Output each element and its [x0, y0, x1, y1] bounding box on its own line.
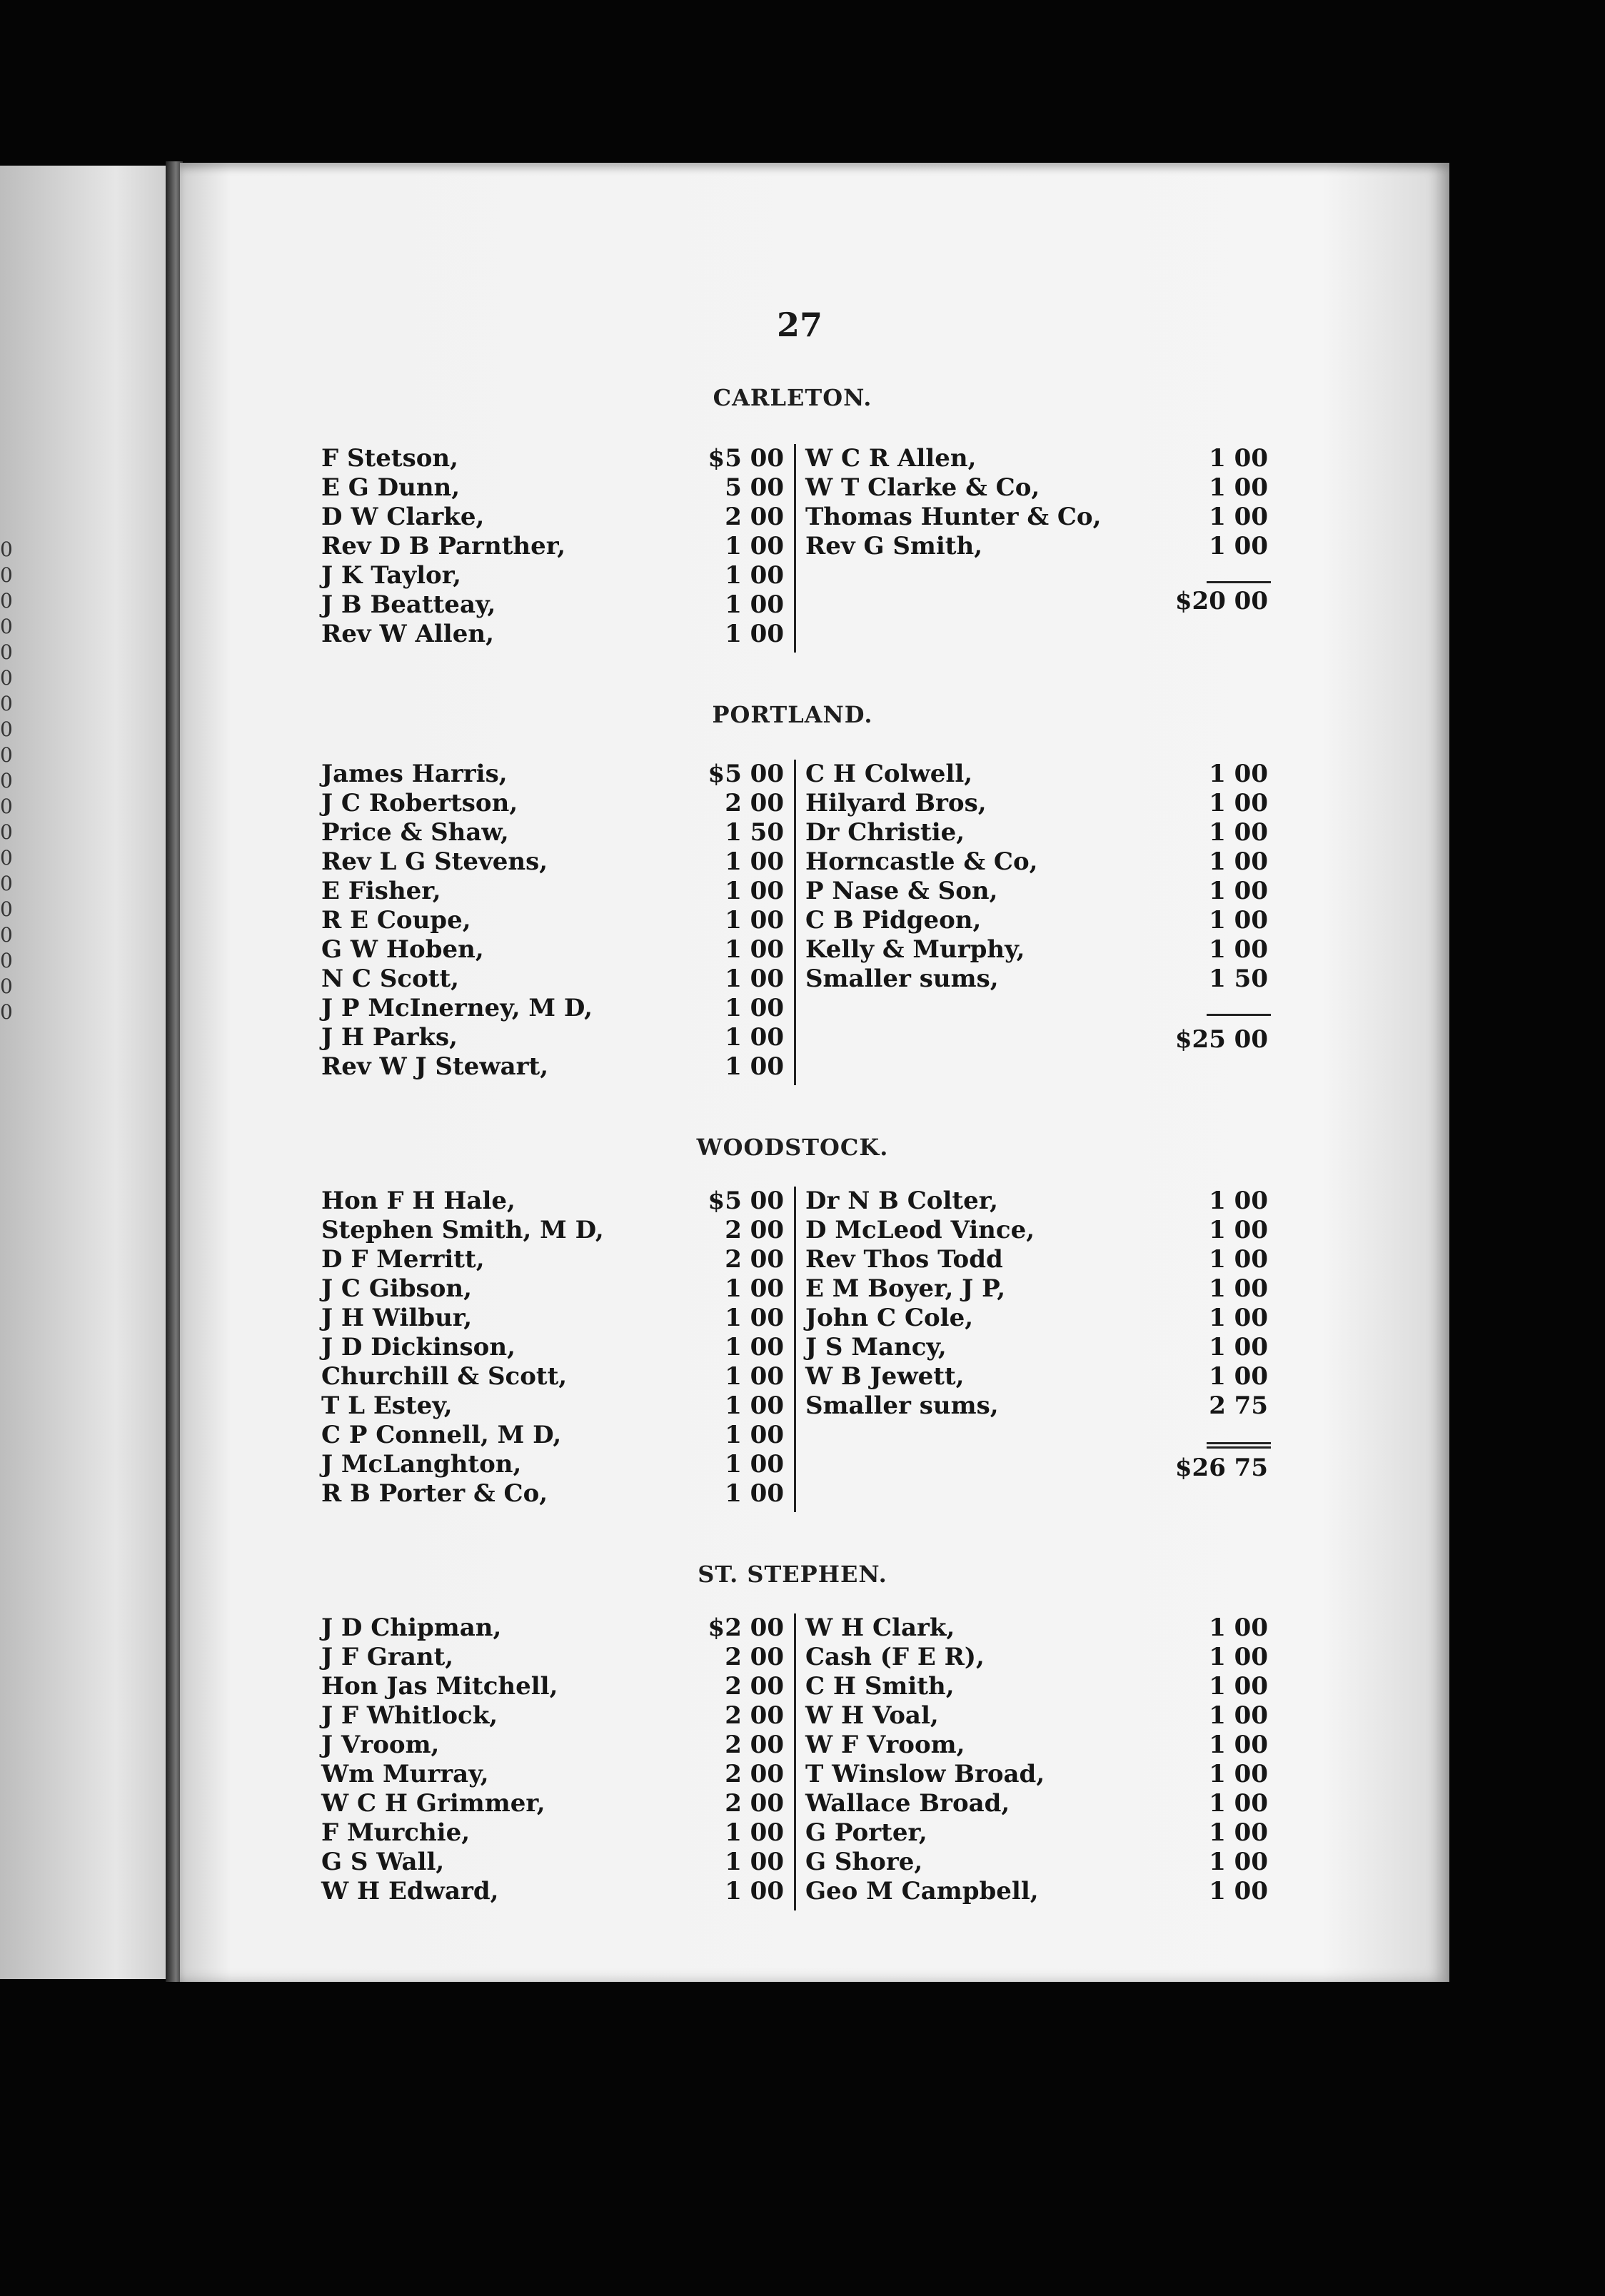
subscriber-name: W F Vroom,: [805, 1731, 965, 1759]
sum-rule: [1207, 1442, 1271, 1444]
subscription-amount: 1 00: [725, 1023, 784, 1052]
subscriber-name: C B Pidgeon,: [805, 906, 982, 935]
subscriber-name: James Harris,: [321, 760, 508, 788]
subscription-amount: 1 00: [725, 1333, 784, 1361]
subscriber-name: W C H Grimmer,: [321, 1789, 545, 1818]
subscription-amount: 1 00: [1209, 1643, 1268, 1671]
section-heading-woodstock: WOODSTOCK.: [696, 1134, 889, 1161]
list-row: [0, 1216, 1605, 1245]
list-row: [0, 503, 1605, 532]
subscriber-name: E Fisher,: [321, 877, 441, 905]
subscriber-name: Rev D B Parnther,: [321, 532, 566, 560]
list-row: [0, 965, 1605, 994]
subscription-amount: 1 00: [725, 1304, 784, 1332]
list-row: [0, 760, 1605, 789]
subscription-amount: 2 00: [725, 1245, 784, 1274]
margin-digit: 0: [0, 666, 13, 690]
list-row: [0, 1187, 1605, 1216]
list-row: [0, 590, 1605, 620]
subscriber-name: T Winslow Broad,: [805, 1760, 1045, 1788]
sum-rule: [1207, 581, 1271, 583]
list-row: [0, 1274, 1605, 1304]
subscription-amount: 1 00: [1209, 1701, 1268, 1730]
list-row: [0, 620, 1605, 649]
subscriber-name: J H Parks,: [321, 1023, 458, 1052]
subscription-amount: 1 00: [725, 994, 784, 1022]
subscriber-name: J P McInerney, M D,: [321, 994, 593, 1022]
margin-digit: 0: [0, 846, 13, 870]
subscriber-name: F Murchie,: [321, 1818, 471, 1847]
subscription-amount: 1 00: [1209, 877, 1268, 905]
section-total-woodstock: $26 75: [1174, 1454, 1268, 1482]
subscription-amount: 1 00: [1209, 1613, 1268, 1642]
subscription-amount: 1 00: [1209, 1818, 1268, 1847]
margin-digit: 0: [0, 538, 13, 561]
margin-digit: 0: [0, 692, 13, 715]
margin-digit: 0: [0, 820, 13, 844]
subscriber-name: F Stetson,: [321, 444, 458, 473]
subscriber-name: Price & Shaw,: [321, 818, 509, 847]
list-row: [0, 1052, 1605, 1082]
subscription-amount: 1 00: [1209, 1760, 1268, 1788]
subscriber-name: D F Merritt,: [321, 1245, 485, 1274]
list-row: [0, 994, 1605, 1023]
subscriber-name: C H Smith,: [805, 1672, 955, 1701]
subscriber-list-carleton: [0, 444, 1605, 649]
subscription-amount: 1 50: [725, 818, 784, 847]
margin-digit: 0: [0, 615, 13, 638]
subscription-amount: 1 00: [1209, 1304, 1268, 1332]
subscriber-name: J McLanghton,: [321, 1450, 522, 1479]
section-heading-carleton: CARLETON.: [713, 384, 872, 411]
list-row: [0, 1760, 1605, 1789]
subscriber-name: Hon Jas Mitchell,: [321, 1672, 558, 1701]
list-row: [0, 1304, 1605, 1333]
margin-digit: 0: [0, 718, 13, 741]
list-row: [0, 1848, 1605, 1877]
subscription-amount: 1 00: [725, 906, 784, 935]
list-row: [0, 1450, 1605, 1479]
subscriber-name: John C Cole,: [805, 1304, 974, 1332]
subscription-amount: 1 00: [725, 532, 784, 560]
margin-digit: 0: [0, 563, 13, 587]
subscription-amount: 1 00: [1209, 906, 1268, 935]
subscriber-name: W H Voal,: [805, 1701, 939, 1730]
list-row: [0, 532, 1605, 561]
subscription-amount: 1 00: [1209, 847, 1268, 876]
subscriber-name: J S Mancy,: [805, 1333, 947, 1361]
subscriber-name: W H Clark,: [805, 1613, 955, 1642]
subscriber-name: Horncastle & Co,: [805, 847, 1038, 876]
subscriber-name: J D Chipman,: [321, 1613, 502, 1642]
subscriber-name: R E Coupe,: [321, 906, 471, 935]
subscription-amount: $5 00: [708, 1187, 784, 1215]
section-total-portland: $25 00: [1174, 1025, 1268, 1054]
subscriber-name: Dr N B Colter,: [805, 1187, 998, 1215]
list-row: [0, 789, 1605, 818]
section-total-carleton: $20 00: [1174, 587, 1268, 615]
subscriber-name: E M Boyer, J P,: [805, 1274, 1006, 1303]
subscription-amount: 2 00: [725, 503, 784, 531]
subscriber-name: N C Scott,: [321, 965, 459, 993]
subscription-amount: 1 00: [1209, 760, 1268, 788]
margin-digit: 0: [0, 795, 13, 818]
margin-digit: 0: [0, 897, 13, 921]
subscription-amount: 2 00: [725, 1789, 784, 1818]
subscriber-name: G S Wall,: [321, 1848, 445, 1876]
subscription-amount: 1 00: [1209, 1672, 1268, 1701]
list-row: [0, 561, 1605, 590]
margin-digit: 0: [0, 640, 13, 664]
subscriber-name: Rev W Allen,: [321, 620, 494, 648]
subscriber-name: G Porter,: [805, 1818, 927, 1847]
list-row: [0, 1479, 1605, 1509]
subscription-amount: 1 00: [1209, 1877, 1268, 1905]
subscription-amount: 1 00: [725, 1391, 784, 1420]
subscription-amount: 1 00: [725, 1848, 784, 1876]
subscription-amount: 1 50: [1209, 965, 1268, 993]
subscriber-name: J Vroom,: [321, 1731, 440, 1759]
subscription-amount: 2 00: [725, 1731, 784, 1759]
list-row: [0, 1333, 1605, 1362]
subscriber-name: Kelly & Murphy,: [805, 935, 1025, 964]
subscriber-name: Smaller sums,: [805, 1391, 999, 1420]
subscriber-name: Wm Murray,: [321, 1760, 489, 1788]
subscriber-name: C H Colwell,: [805, 760, 973, 788]
subscriber-name: D McLeod Vince,: [805, 1216, 1035, 1244]
subscription-amount: 2 00: [725, 1643, 784, 1671]
subscriber-list-woodstock: [0, 1187, 1605, 1509]
subscription-amount: 1 00: [725, 1818, 784, 1847]
subscriber-name: G Shore,: [805, 1848, 923, 1876]
section-heading-portland: PORTLAND.: [712, 701, 873, 728]
subscriber-name: Rev G Smith,: [805, 532, 983, 560]
margin-digit: 0: [0, 1000, 13, 1024]
subscriber-name: J F Whitlock,: [321, 1701, 498, 1730]
margin-digit: 0: [0, 872, 13, 895]
subscriber-name: Churchill & Scott,: [321, 1362, 568, 1391]
subscriber-name: Rev W J Stewart,: [321, 1052, 549, 1081]
subscriber-name: W H Edward,: [321, 1877, 499, 1905]
subscriber-name: Hon F H Hale,: [321, 1187, 515, 1215]
subscription-amount: 1 00: [725, 1362, 784, 1391]
list-row: [0, 1672, 1605, 1701]
subscriber-name: W T Clarke & Co,: [805, 473, 1040, 502]
subscriber-name: W B Jewett,: [805, 1362, 965, 1391]
list-row: [0, 1789, 1605, 1818]
list-row: [0, 1701, 1605, 1731]
list-row: [0, 1421, 1605, 1450]
subscription-amount: 1 00: [725, 877, 784, 905]
sum-rule: [1207, 1446, 1271, 1449]
subscription-amount: 1 00: [1209, 789, 1268, 817]
subscriber-name: J F Grant,: [321, 1643, 454, 1671]
subscriber-name: J H Wilbur,: [321, 1304, 473, 1332]
subscriber-name: Thomas Hunter & Co,: [805, 503, 1102, 531]
subscriber-name: Cash (F E R),: [805, 1643, 985, 1671]
subscriber-name: Stephen Smith, M D,: [321, 1216, 604, 1244]
subscription-amount: 1 00: [725, 1450, 784, 1479]
list-row: [0, 1731, 1605, 1760]
page-number: 27: [777, 306, 823, 344]
list-row: [0, 444, 1605, 473]
subscriber-name: J C Gibson,: [321, 1274, 472, 1303]
subscriber-name: C P Connell, M D,: [321, 1421, 562, 1449]
list-row: [0, 1877, 1605, 1906]
subscription-amount: 1 00: [725, 561, 784, 590]
subscription-amount: 2 00: [725, 1701, 784, 1730]
margin-digit: 0: [0, 975, 13, 998]
list-row: [0, 473, 1605, 503]
subscriber-list-portland: [0, 760, 1605, 1082]
subscription-amount: 1 00: [725, 590, 784, 619]
section-heading-st-stephen: ST. STEPHEN.: [698, 1561, 887, 1588]
list-row: [0, 1245, 1605, 1274]
subscription-amount: 1 00: [1209, 503, 1268, 531]
subscriber-name: J D Dickinson,: [321, 1333, 515, 1361]
list-row: [0, 1643, 1605, 1672]
subscription-amount: 1 00: [725, 935, 784, 964]
subscriber-list-st-stephen: [0, 1613, 1605, 1906]
subscription-amount: 2 75: [1209, 1391, 1268, 1420]
subscription-amount: 1 00: [1209, 1362, 1268, 1391]
subscriber-name: Wallace Broad,: [805, 1789, 1010, 1818]
sum-rule: [1207, 1014, 1271, 1016]
list-row: [0, 1818, 1605, 1848]
subscription-amount: 1 00: [725, 620, 784, 648]
subscriber-name: R B Porter & Co,: [321, 1479, 548, 1508]
subscription-amount: 1 00: [725, 1421, 784, 1449]
subscriber-name: G W Hoben,: [321, 935, 484, 964]
subscriber-name: Geo M Campbell,: [805, 1877, 1039, 1905]
subscription-amount: 1 00: [725, 1274, 784, 1303]
subscription-amount: 1 00: [1209, 1187, 1268, 1215]
margin-digit: 0: [0, 589, 13, 613]
subscription-amount: 2 00: [725, 1760, 784, 1788]
margin-digit: 0: [0, 743, 13, 767]
subscriber-name: Hilyard Bros,: [805, 789, 987, 817]
subscriber-name: D W Clarke,: [321, 503, 485, 531]
subscription-amount: 1 00: [725, 1877, 784, 1905]
list-row: [0, 1391, 1605, 1421]
subscription-amount: 1 00: [725, 965, 784, 993]
margin-digit: 0: [0, 949, 13, 972]
subscription-amount: $2 00: [708, 1613, 784, 1642]
list-row: [0, 847, 1605, 877]
subscription-amount: 1 00: [1209, 818, 1268, 847]
subscription-amount: 1 00: [1209, 1216, 1268, 1244]
subscription-amount: $5 00: [708, 444, 784, 473]
subscription-amount: 1 00: [1209, 1274, 1268, 1303]
subscription-amount: 1 00: [1209, 532, 1268, 560]
subscription-amount: 1 00: [1209, 1333, 1268, 1361]
subscriber-name: P Nase & Son,: [805, 877, 998, 905]
subscription-amount: 1 00: [1209, 1848, 1268, 1876]
margin-digit: 0: [0, 769, 13, 792]
margin-digit: 0: [0, 923, 13, 947]
subscription-amount: 1 00: [1209, 1789, 1268, 1818]
subscriber-name: J C Robertson,: [321, 789, 518, 817]
subscription-amount: 1 00: [725, 847, 784, 876]
subscriber-name: E G Dunn,: [321, 473, 461, 502]
list-row: [0, 818, 1605, 847]
subscription-amount: $5 00: [708, 760, 784, 788]
list-row: [0, 935, 1605, 965]
subscription-amount: 1 00: [725, 1052, 784, 1081]
subscription-amount: 2 00: [725, 1216, 784, 1244]
subscription-amount: 1 00: [1209, 444, 1268, 473]
list-row: [0, 1362, 1605, 1391]
subscriber-name: Dr Christie,: [805, 818, 965, 847]
subscriber-name: J K Taylor,: [321, 561, 462, 590]
subscriber-name: J B Beatteay,: [321, 590, 496, 619]
subscription-amount: 1 00: [1209, 1731, 1268, 1759]
subscription-amount: 1 00: [1209, 473, 1268, 502]
list-row: [0, 1023, 1605, 1052]
list-row: [0, 906, 1605, 935]
list-row: [0, 1613, 1605, 1643]
subscriber-name: Rev Thos Todd: [805, 1245, 1003, 1274]
subscriber-name: W C R Allen,: [805, 444, 977, 473]
subscription-amount: 1 00: [1209, 1245, 1268, 1274]
subscription-amount: 2 00: [725, 789, 784, 817]
subscription-amount: 5 00: [725, 473, 784, 502]
subscriber-name: T L Estey,: [321, 1391, 453, 1420]
subscriber-name: Rev L G Stevens,: [321, 847, 548, 876]
list-row: [0, 877, 1605, 906]
subscription-amount: 2 00: [725, 1672, 784, 1701]
subscription-amount: 1 00: [1209, 935, 1268, 964]
subscriber-name: Smaller sums,: [805, 965, 999, 993]
subscription-amount: 1 00: [725, 1479, 784, 1508]
